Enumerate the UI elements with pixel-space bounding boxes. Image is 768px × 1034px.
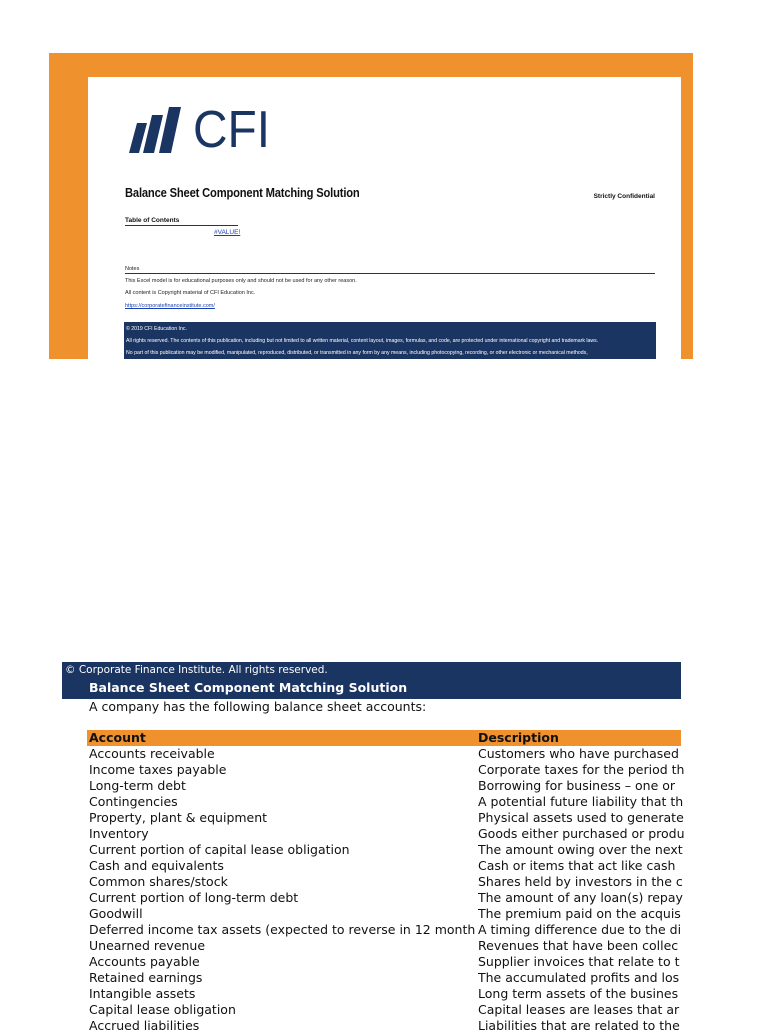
account-cell[interactable]: Contingencies [89,794,178,809]
table-row[interactable] [89,794,684,810]
worksheet-title: Balance Sheet Component Matching Solution [89,680,408,695]
account-cell[interactable]: Accounts receivable [89,746,215,761]
description-cell[interactable]: The premium paid on the acquis [478,906,681,921]
copyright-box [124,322,656,359]
account-cell[interactable]: Accounts payable [89,954,200,969]
description-cell[interactable]: Long term assets of the busines [478,986,681,1002]
description-cell[interactable]: A potential future liability that th [478,794,684,809]
toc-link[interactable]: #VALUE! [214,229,241,236]
copyright-line: © 2019 CFI Education Inc. [126,326,187,332]
table-row[interactable] [89,986,681,1002]
table-row[interactable] [89,778,681,794]
account-cell[interactable]: Inventory [89,826,149,841]
table-row[interactable] [89,1002,681,1018]
cover-title: Balance Sheet Component Matching Solution [125,185,360,200]
worksheet-copyright: © Corporate Finance Institute. All rights reserved. [65,664,328,676]
notes-label: Notes [125,266,655,274]
table-row[interactable] [89,954,681,970]
table-row[interactable] [89,826,685,842]
description-cell[interactable]: Borrowing for business – one or [478,778,681,794]
account-cell[interactable]: Long-term debt [89,778,186,793]
table-header [87,730,681,746]
header-account: Account [89,730,146,745]
description-cell[interactable]: The accumulated profits and los [478,970,680,985]
description-cell[interactable]: Customers who have purchased [478,746,681,762]
confidential-label: Strictly Confidential [593,193,655,200]
note-educational: This Excel model is for educational purposes only and should not be used for any other reason. [125,278,357,284]
note-copyright: All content is Copyright material of CFI Education Inc. [125,290,256,296]
description-cell[interactable]: The amount owing over the next [478,842,683,857]
copyright-line: All rights reserved. The contents of this publication, including but not limited to all written material, content layout, images, formulas, and code, are protected under international copyright and trademark laws. [126,338,599,344]
table-row[interactable] [89,858,681,874]
account-cell[interactable]: Income taxes payable [89,762,227,777]
logo-text: CFI [193,101,271,159]
logo-stripes-icon [127,107,187,153]
header-description: Description [478,730,559,745]
table-row[interactable] [89,890,681,906]
account-cell[interactable]: Common shares/stock [89,874,228,889]
table-row[interactable] [89,842,681,858]
table-row[interactable] [89,938,681,954]
toc-label: Table of Contents [125,217,238,226]
account-cell[interactable]: Unearned revenue [89,938,206,953]
account-cell[interactable]: Deferred income tax assets (expected to reverse in 12 month [89,922,476,937]
worksheet-intro: A company has the following balance sheet accounts: [89,699,427,714]
description-cell[interactable]: Cash or items that act like cash [478,858,681,874]
website-link[interactable]: https://corporatefinanceinstitute.com/ [125,303,215,309]
account-cell[interactable]: Cash and equivalents [89,858,224,873]
table-row[interactable] [89,762,685,778]
table-row[interactable] [89,970,681,986]
account-cell[interactable]: Capital lease obligation [89,1002,236,1017]
table-row[interactable] [89,922,681,938]
account-cell[interactable]: Intangible assets [89,986,196,1001]
account-cell[interactable]: Accrued liabilities [89,1018,200,1033]
description-cell[interactable]: Revenues that have been collec [478,938,681,954]
description-cell[interactable]: Liabilities that are related to the [478,1018,680,1033]
description-cell[interactable]: Goods either purchased or produ [478,826,685,841]
description-cell[interactable]: Corporate taxes for the period th [478,762,685,777]
description-cell[interactable]: Shares held by investors in the c [478,874,683,889]
description-cell[interactable]: The amount of any loan(s) repay [478,890,683,905]
table-row[interactable] [89,1018,681,1034]
copyright-line: No part of this publication may be modified, manipulated, reproduced, distributed, or transmitted in any form by any means, including photocopying, recording, or other electronic or mechanical methods, [126,350,588,356]
account-cell[interactable]: Retained earnings [89,970,203,985]
worksheet-banner [62,662,681,699]
description-cell[interactable]: Supplier invoices that relate to t [478,954,680,969]
table-row[interactable] [89,906,681,922]
account-table [89,746,685,1034]
account-cell[interactable]: Current portion of long-term debt [89,890,299,905]
table-row[interactable] [89,874,681,890]
cover-sheet [88,77,681,359]
worksheet [62,662,685,1033]
account-cell[interactable]: Goodwill [89,906,143,921]
description-cell[interactable]: Physical assets used to generate [478,810,684,825]
account-cell[interactable]: Current portion of capital lease obligation [89,842,350,857]
table-row[interactable] [89,746,681,762]
table-row[interactable] [89,810,684,826]
account-cell[interactable]: Property, plant & equipment [89,810,268,825]
description-cell[interactable]: Capital leases are leases that ar [478,1002,680,1017]
cfi-logo [127,101,277,159]
description-cell[interactable]: A timing difference due to the di [478,922,682,937]
